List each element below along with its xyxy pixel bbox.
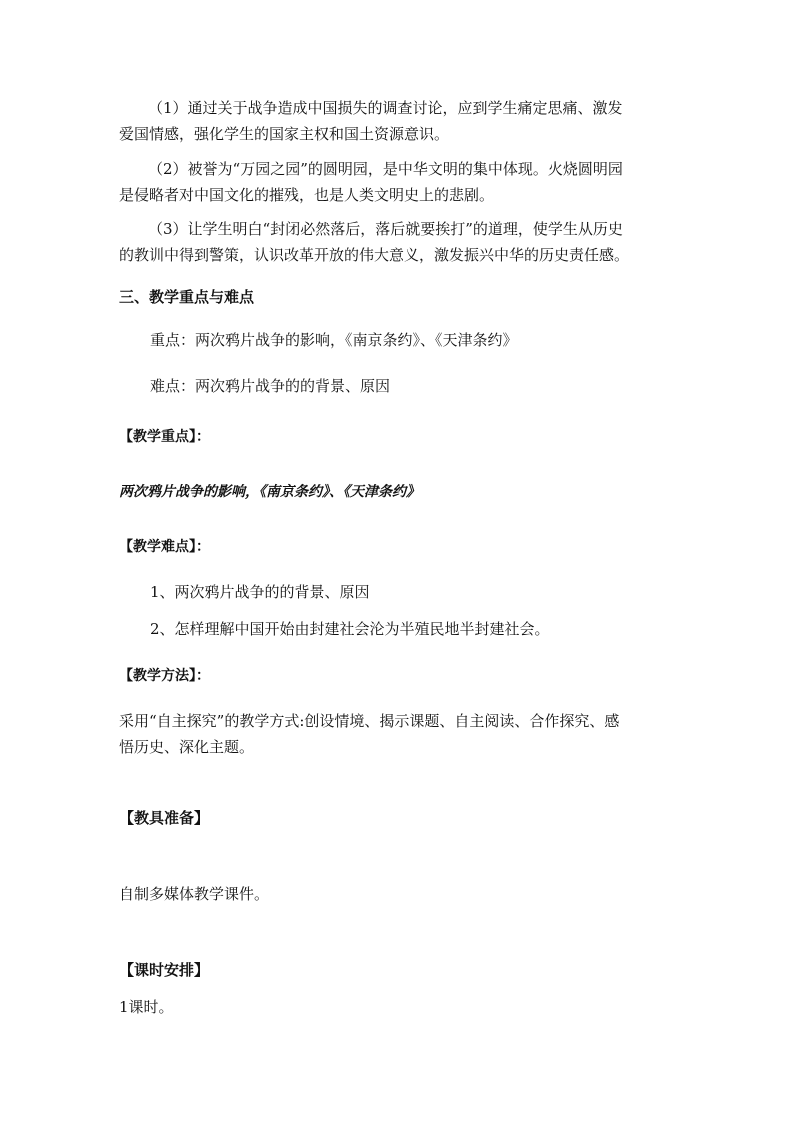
key-point-text: 重点：两次鸦片战争的影响，《南京条约》、《天津条约》 bbox=[150, 331, 518, 349]
section-3-title: 三、教学重点与难点 bbox=[119, 288, 255, 306]
difficult-point-text: 难点：两次鸦片战争的的背景、原因 bbox=[150, 377, 391, 395]
method-line-2: 悟历史、深化主题。 bbox=[119, 738, 255, 756]
difficult-item-2: 2、怎样理解中国开始由封建社会沦为半殖民地半封建社会。 bbox=[150, 620, 550, 638]
difficult-heading: 【教学难点】： bbox=[119, 539, 210, 555]
objective-2-line-1: （2）被誉为“万园之园”的圆明园，是中华文明的集中体现。火烧圆明园 bbox=[148, 160, 623, 178]
materials-content: 自制多媒体教学课件。 bbox=[119, 885, 270, 903]
objective-2-line-2: 是侵略者对中国文化的摧残，也是人类文明史上的悲剧。 bbox=[119, 186, 495, 204]
schedule-heading: 【课时安排】 bbox=[119, 961, 210, 979]
method-heading: 【教学方法】： bbox=[119, 668, 210, 684]
key-heading: 【教学重点】： bbox=[119, 429, 210, 445]
key-content: 两次鸦片战争的影响，《南京条约》、《天津条约》 bbox=[119, 484, 420, 500]
method-line-1: 采用“自主探究”的教学方式:创设情境、揭示课题、自主阅读、合作探究、感 bbox=[119, 712, 620, 730]
objective-3-line-2: 的教训中得到警策，认识改革开放的伟大意义，激发振兴中华的历史责任感。 bbox=[119, 246, 630, 264]
difficult-item-1: 1、两次鸦片战争的的背景、原因 bbox=[150, 583, 370, 601]
objective-1-line-1: （1）通过关于战争造成中国损失的调查讨论，应到学生痛定思痛、激发 bbox=[148, 99, 623, 117]
materials-heading: 【教具准备】 bbox=[119, 809, 210, 827]
objective-3-line-1: （3）让学生明白“封闭必然落后，落后就要挨打”的道理，使学生从历史 bbox=[148, 220, 623, 238]
schedule-content: 1课时。 bbox=[119, 998, 174, 1016]
objective-1-line-2: 爱国情感，强化学生的国家主权和国土资源意识。 bbox=[119, 125, 450, 143]
